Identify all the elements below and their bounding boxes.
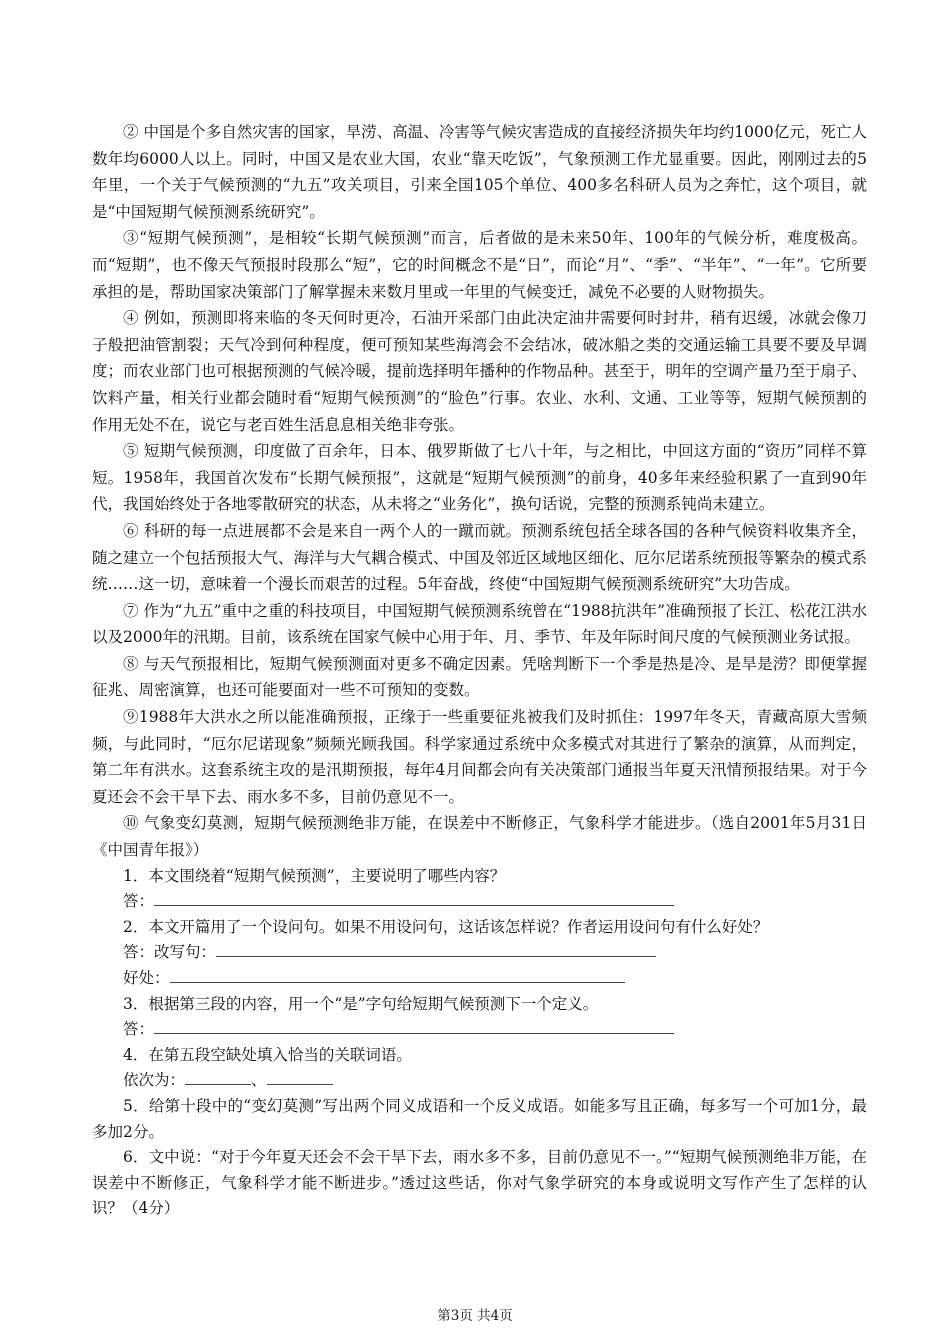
question-4: 4．在第五段空缺处填入恰当的关联词语。 — [123, 1045, 412, 1064]
blank-2[interactable] — [267, 1068, 333, 1085]
page-footer: 第3页 共4页 — [437, 1308, 513, 1324]
question-6: 6．文中说：“对于今年夏天还会不会干旱下去，雨水多不多，目前仍意见不一。”“短期气候预测绝非万能，在误差中不断修正，气象科学才能不断进步。”透过这些话，你对气象学研究的本身或说明文写作产生了怎样的认识？（4分） — [92, 1148, 867, 1218]
answer-label: 答： — [123, 892, 155, 911]
rewrite-line[interactable] — [216, 940, 656, 957]
paragraph-5: ⑤ 短期气候预测，印度做了百余年，日本、俄罗斯做了七八十年，与之相比，中回这方面的“资历”同样不算短。1958年，我国首次发布“长期气候预报”，这就是“短期气候预测”的前身，40多年来经验积累了一直到90年代，我国始终处于各地零散研究的状态，从未将之“业务化”，换句话说，完整的预测系钝尚未建立。 — [92, 442, 867, 514]
page-content — [92, 119, 867, 1222]
question-5: 5．给第十段中的“变幻莫测”写出两个同义成语和一个反义成语。如能多写且正确，每多写一个可加1分，最多加2分。 — [92, 1096, 867, 1141]
answer-row-3 — [92, 1017, 867, 1043]
paragraph-4: ④ 例如，预测即将来临的冬天何时更冷，石油开采部门由此决定油井需要何时封井，稍有迟缓，冰就会像刀子般把油管割裂；天气冷到何种程度，便可预知某些海湾会不会结冰，破冰船之类的交通运输工具要不要及早调度；而农业部门也可根据预测的气候冷暖，提前选择明年播种的作物品种。甚至于，明年的空调产量乃至于扇子、饮料产量，相关行业都会随时看“短期气候预测”的“脸色”行事。农业、水利、文通、工业等等，短期气候预割的作用无处不在，说它与老百姓生活息息相关绝非夸张。 — [92, 309, 868, 434]
order-label: 依次为： — [123, 1071, 186, 1090]
paragraph-7: ⑦ 作为“九五”重中之重的科技项目，中国短期气候预测系统曾在“1988抗洪年”准确预报了长江、松花江洪水以及2000年的汛期。目前，该系统在国家气候中心用于年、月、季节、年及年际时间尺度的气候预测业务试报。 — [92, 601, 867, 647]
paragraph-9: ⑨1988年大洪水之所以能准确预报，正缘于一些重要征兆被我们及时抓住：1997年冬天，青藏高原大雪频频，与此同时，“厄尔尼诺现象”频频光顾我国。科学家通过系统中众多模式对其进行了繁杂的演算，从而判定，第二年有洪水。这套系统主攻的是汛期预报，每年4月间都会向有关决策部门通报当年夏天汛情预报结果。对于今夏还会不会干旱下去、雨水多不多，目前仍意见不一。 — [92, 708, 867, 806]
paragraph-3: ③“短期气候预测”，是相较“长期气候预测”而言，后者做的是未来50年、100年的气候分析，难度极高。而“短期”，也不像天气预报时段那么“短”，它的时间概念不是“日”，而论“月”、“季”、“半年”、“一年”。它所要承担的是，帮助国家决策部门了解掌握未来数月里或一年里的气候变迁，减免不必要的人财物损失。 — [92, 229, 867, 301]
answer-line-1[interactable] — [154, 889, 674, 906]
benefit-line[interactable] — [170, 966, 625, 983]
blank-separator: 、 — [251, 1071, 267, 1090]
paragraph-2: ② 中国是个多自然灾害的国家，旱涝、高温、冷害等气候灾害造成的直接经济损失年均约1000亿元，死亡人数年均6000人以上。同时，中国又是农业大国，农业“靠天吃饭”，气象预测工作尤显重要。因此，刚刚过去的5年里，一个关于气候预测的“九五”攻关项目，引来全国105个单位、400多名科研人员为之奔忙，这个项目，就是“中国短期气候预测系统研究”。 — [92, 123, 867, 221]
question-2: 2．本文开篇用了一个设问句。如果不用设问句，这话该怎样说？作者运用设问句有什么好处？ — [123, 917, 769, 936]
rewrite-label: 答：改写句： — [123, 943, 217, 962]
answer-row-4 — [92, 1068, 867, 1094]
paragraph-6: ⑥ 科研的每一点进展都不会是来自一两个人的一蹴而就。预测系统包括全球各国的各种气候资料收集齐全，随之建立一个包括预报大气、海洋与大气耦合模式、中国及邻近区域地区细化、厄尔尼诺系统预报等繁杂的模式系统……这一切，意味着一个漫长而艰苦的过程。5年奋战，终使“中国短期气候预测系统研究”大功告成。 — [92, 521, 868, 594]
answer-label: 答： — [123, 1020, 155, 1039]
blank-1[interactable] — [185, 1068, 251, 1085]
paragraph-8: ⑧ 与天气预报相比，短期气候预测面对更多不确定因素。凭啥判断下一个季是热是冷、是旱是涝？即便掌握征兆、周密演算，也还可能要面对一些不可预知的变数。 — [92, 654, 867, 700]
answer-row-1 — [92, 889, 867, 915]
question-3: 3．根据第三段的内容，用一个“是”字句给短期气候预测下一个定义。 — [123, 994, 599, 1013]
answer-line-3[interactable] — [154, 1017, 674, 1034]
paragraph-10: ⑩ 气象变幻莫测，短期气候预测绝非万能，在误差中不断修正，气象科学才能进步。（选自2001年5月31日《中国青年报》） — [92, 814, 867, 860]
benefit-label: 好处： — [123, 969, 170, 987]
answer-row-2-rewrite — [92, 940, 867, 966]
question-1: 1．本文围绕着“短期气候预测”，主要说明了哪些内容？ — [123, 866, 506, 885]
answer-row-2-benefit — [92, 966, 867, 992]
